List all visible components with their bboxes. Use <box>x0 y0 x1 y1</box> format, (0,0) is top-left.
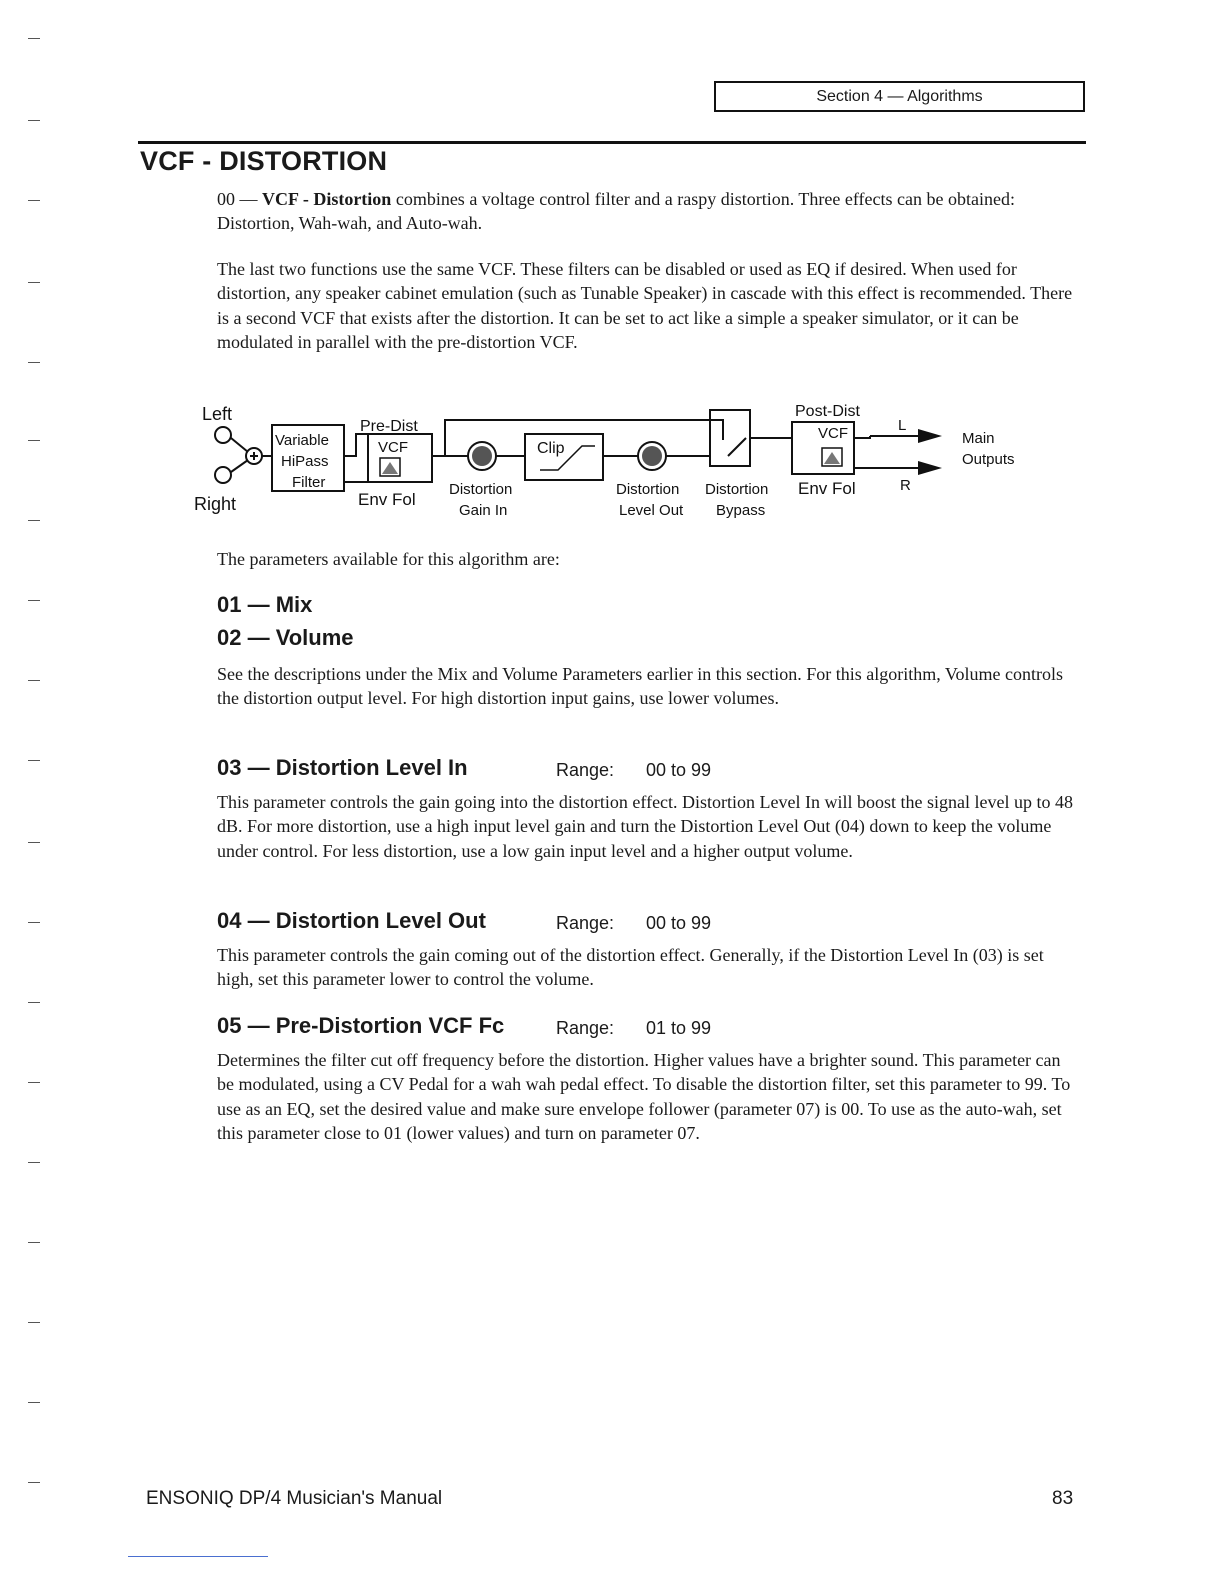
right-input-jack <box>215 467 231 483</box>
param-05-heading: 05 — Pre-Distortion VCF Fc <box>217 1013 505 1038</box>
label-dist-bypass-1: Distortion <box>705 481 769 498</box>
label-dist-level-2: Level Out <box>619 502 684 519</box>
label-left: Left <box>202 404 233 424</box>
section-header: Section 4 — Algorithms <box>714 81 1085 112</box>
label-post-vcf: VCF <box>818 425 848 442</box>
footer-page-number: 83 <box>1052 1488 1074 1509</box>
param-04-range: 00 to 99 <box>646 913 712 933</box>
label-env-fol-2: Env Fol <box>798 479 856 498</box>
param-05-range-label: Range: <box>556 1018 615 1038</box>
intro-paragraph <box>217 187 1082 236</box>
left-input-jack <box>215 427 231 443</box>
label-right: Right <box>194 494 237 514</box>
intro-prefix: 00 — <box>217 189 262 209</box>
label-out-l: L <box>898 417 907 434</box>
label-hipass-3: Filter <box>292 474 326 491</box>
label-hipass-2: HiPass <box>281 453 329 470</box>
bypass-switch <box>710 410 750 466</box>
param-02-heading: 02 — Volume <box>217 625 354 650</box>
label-main-1: Main <box>962 430 995 447</box>
label-dist-level-1: Distortion <box>616 481 680 498</box>
label-out-r: R <box>900 477 911 494</box>
param-03-description: This parameter controls the gain going into the distortion effect. Distortion Level In will boost the signal level up to 48 dB. For more distortion, use a high input level gain and turn the Distortion Level Out (04) down to keep the volume under control. For less distortion, use a low gain input level and a higher output volume. <box>217 792 1073 861</box>
intro-text: combines a voltage control filter and a raspy distortion. Three effects can be obtained: Distortion, Wah-wah, and Auto-wah. <box>217 189 1015 234</box>
label-env-fol-1: Env Fol <box>358 490 416 509</box>
bottom-edge-line <box>128 1556 268 1557</box>
param-04-description: This parameter controls the gain coming out of the distortion effect. Generally, if the Distortion Level In (03) is set high, set this parameter lower to control the volume. <box>217 945 1044 990</box>
param-03-range-label: Range: <box>556 760 615 780</box>
page-title: VCF - DISTORTION <box>140 146 388 176</box>
label-pre-vcf: VCF <box>378 439 408 456</box>
signal-flow-diagram <box>190 400 1050 535</box>
label-pre-dist: Pre-Dist <box>360 418 418 435</box>
param-04-range-label: Range: <box>556 913 615 933</box>
params-intro: The parameters available for this algorithm are: <box>217 549 560 569</box>
label-main-2: Outputs <box>962 451 1015 468</box>
param-03-range: 00 to 99 <box>646 760 712 780</box>
intro-bold: VCF - Distortion <box>262 189 392 209</box>
param-03-heading: 03 — Distortion Level In <box>217 755 468 780</box>
param-05-description: Determines the filter cut off frequency before the distortion. Higher values have a brighter sound. This parameter can be modulated, using a CV Pedal for a wah wah pedal effect. To disable the distortion filter, set this parameter to 99. To use as an EQ, set the desired value and make sure envelope follower (parameter 07) is 00. To use as the auto-wah, set this parameter close to 01 (lower values) and turn on parameter 07. <box>217 1050 1071 1143</box>
param-04-heading: 04 — Distortion Level Out <box>217 908 486 933</box>
label-hipass-1: Variable <box>275 432 329 449</box>
label-post-dist: Post-Dist <box>795 403 860 420</box>
vcf-description: The last two functions use the same VCF. These filters can be disabled or used as EQ if desired. When used for distortion, any speaker cabinet emulation (such as Tunable Speaker) in cascade with this effect is recommended. There is a second VCF that exists after the distortion. It can be set to act like a simple a speaker simulator, or it can be modulated in parallel with the pre-distortion VCF. <box>217 259 1073 352</box>
label-dist-bypass-2: Bypass <box>716 502 766 519</box>
label-dist-gain-2: Gain In <box>459 502 508 519</box>
label-dist-gain-1: Distortion <box>449 481 513 498</box>
param-01-heading: 01 — Mix <box>217 592 313 617</box>
label-clip: Clip <box>537 440 565 457</box>
param-02-description: See the descriptions under the Mix and Volume Parameters earlier in this section. For this algorithm, Volume controls the distortion output level. For high distortion input gains, use lower volumes. <box>217 664 1064 709</box>
param-05-range: 01 to 99 <box>646 1018 712 1038</box>
footer-manual-title: ENSONIQ DP/4 Musician's Manual <box>146 1488 443 1509</box>
title-rule <box>138 141 1086 144</box>
